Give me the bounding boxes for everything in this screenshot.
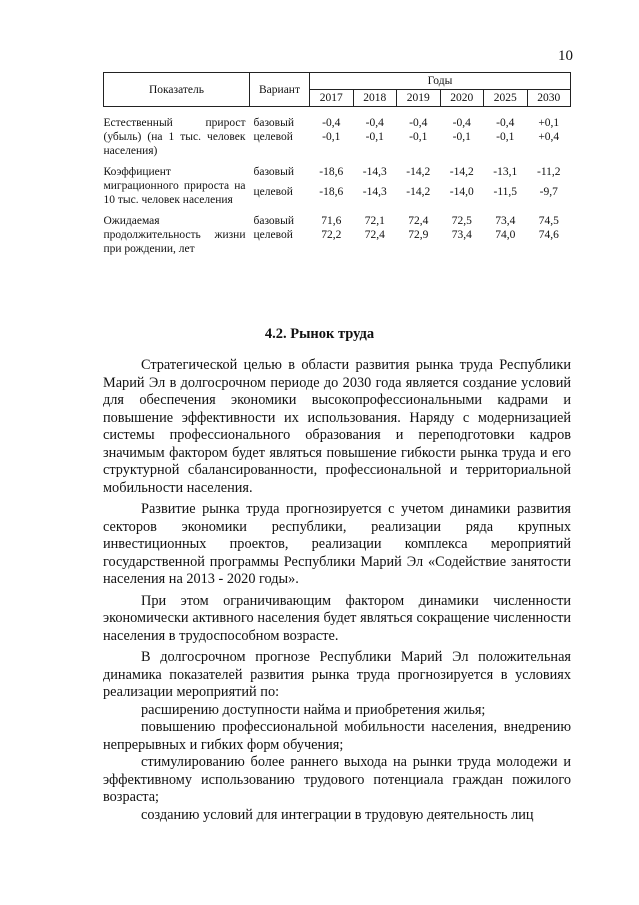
indicator-cell: Ожидаемая продолжительность жизни при рождении, лет: [103, 215, 246, 255]
value-cell: -0,1: [322, 131, 341, 143]
value-cell: -0,1: [409, 131, 428, 143]
value-cell: -14,0: [449, 186, 474, 198]
value-cell: 72,1: [364, 215, 385, 227]
value-cell: -9,7: [539, 186, 558, 198]
value-cell: -0,1: [496, 131, 515, 143]
header-year: 2030: [527, 90, 571, 107]
indicator-cell: Естественный прирост (убыль) (на 1 тыс. человек населения): [103, 117, 246, 157]
value-cell: +0,1: [538, 117, 560, 129]
page-number: 10: [558, 48, 573, 64]
value-cell: -14,3: [362, 166, 387, 178]
value-cell: 74,5: [538, 215, 559, 227]
value-cell: 73,4: [495, 215, 516, 227]
value-cell: 72,4: [408, 215, 429, 227]
value-cell: 74,0: [495, 229, 516, 241]
variant-label: базовый: [253, 166, 294, 178]
value-cell: -0,4: [452, 117, 471, 129]
value-cell: 71,6: [321, 215, 342, 227]
header-year: 2019: [397, 90, 441, 107]
value-cell: -0,4: [322, 117, 341, 129]
value-cell: -0,4: [409, 117, 428, 129]
table-row: [104, 213, 571, 262]
list-item: стимулированию более раннего выхода на рынки труда молодежи и эффективному использованию трудового потенциала граждан пожилого возраста;: [103, 754, 571, 805]
variant-label: целевой: [253, 229, 293, 241]
value-cell: -18,6: [319, 186, 344, 198]
header-year: 2018: [353, 90, 397, 107]
variant-label: базовый: [253, 117, 294, 129]
variant-label: целевой: [253, 186, 293, 198]
list-item: созданию условий для интеграции в трудовую деятельность лиц: [141, 806, 534, 823]
value-cell: -13,1: [493, 166, 518, 178]
value-cell: -11,5: [493, 186, 518, 198]
paragraph: Стратегической целью в области развития рынка труда Республики Марий Эл в долгосрочном периоде до 2030 года является создание условий для обеспечения экономики высокопрофессиональными кадрами и повышение эффективности их использования. Наряду с модернизацией системы профессионального образования и переподготовки кадров значимым фактором будет являться повышение гибкости рынка труда и его структурной сбалансированности, профессиональной и территориальной мобильности населения.: [103, 357, 571, 496]
variant-label: базовый: [253, 215, 294, 227]
value-cell: -0,1: [365, 131, 384, 143]
value-cell: 72,4: [364, 229, 385, 241]
value-cell: -14,2: [406, 186, 431, 198]
paragraph: При этом ограничивающим фактором динамики численности экономически активного населения будет являться сокращение численности населения в трудоспособном возрасте.: [103, 592, 571, 644]
table-row: [104, 164, 571, 213]
value-cell: -0,4: [365, 117, 384, 129]
value-cell: 72,5: [451, 215, 472, 227]
header-year: 2017: [310, 90, 354, 107]
value-cell: +0,4: [538, 131, 560, 143]
forecast-table: [103, 72, 571, 262]
value-cell: 72,2: [321, 229, 342, 241]
value-cell: -11,2: [536, 166, 561, 178]
header-year: 2025: [484, 90, 528, 107]
header-years: Годы: [310, 73, 571, 90]
value-cell: 72,9: [408, 229, 429, 241]
header-variant: Вариант: [250, 73, 310, 107]
list-item: расширению доступности найма и приобретения жилья;: [141, 701, 486, 718]
header-indicator: Показатель: [104, 73, 250, 107]
table-row: [104, 115, 571, 164]
value-cell: -14,2: [449, 166, 474, 178]
value-cell: -14,2: [406, 166, 431, 178]
header-year: 2020: [440, 90, 484, 107]
paragraph: В долгосрочном прогнозе Республики Марий Эл положительная динамика показателей развития рынка труда прогнозируется в условиях реализации мероприятий по:: [103, 649, 571, 700]
list-item: повышению профессиональной мобильности населения, внедрению непрерывных и гибких форм обучения;: [103, 719, 571, 753]
value-cell: -18,6: [319, 166, 344, 178]
paragraph: Развитие рынка труда прогнозируется с учетом динамики развития секторов экономики республики, реализации ряда крупных инвестиционных проектов, реализации комплекса мероприятий государственной программы Республики Марий Эл «Содействие занятости населения на 2013 - 2020 годы».: [103, 501, 571, 587]
body-text: [103, 357, 571, 824]
value-cell: -0,1: [452, 131, 471, 143]
value-cell: -14,3: [362, 186, 387, 198]
variant-label: целевой: [253, 131, 293, 143]
indicator-cell: Коэффициент миграционного прироста на 10 тыс. человек населения: [103, 166, 246, 206]
value-cell: 73,4: [451, 229, 472, 241]
value-cell: 74,6: [538, 229, 559, 241]
value-cell: -0,4: [496, 117, 515, 129]
section-title: 4.2. Рынок труда: [264, 326, 375, 342]
